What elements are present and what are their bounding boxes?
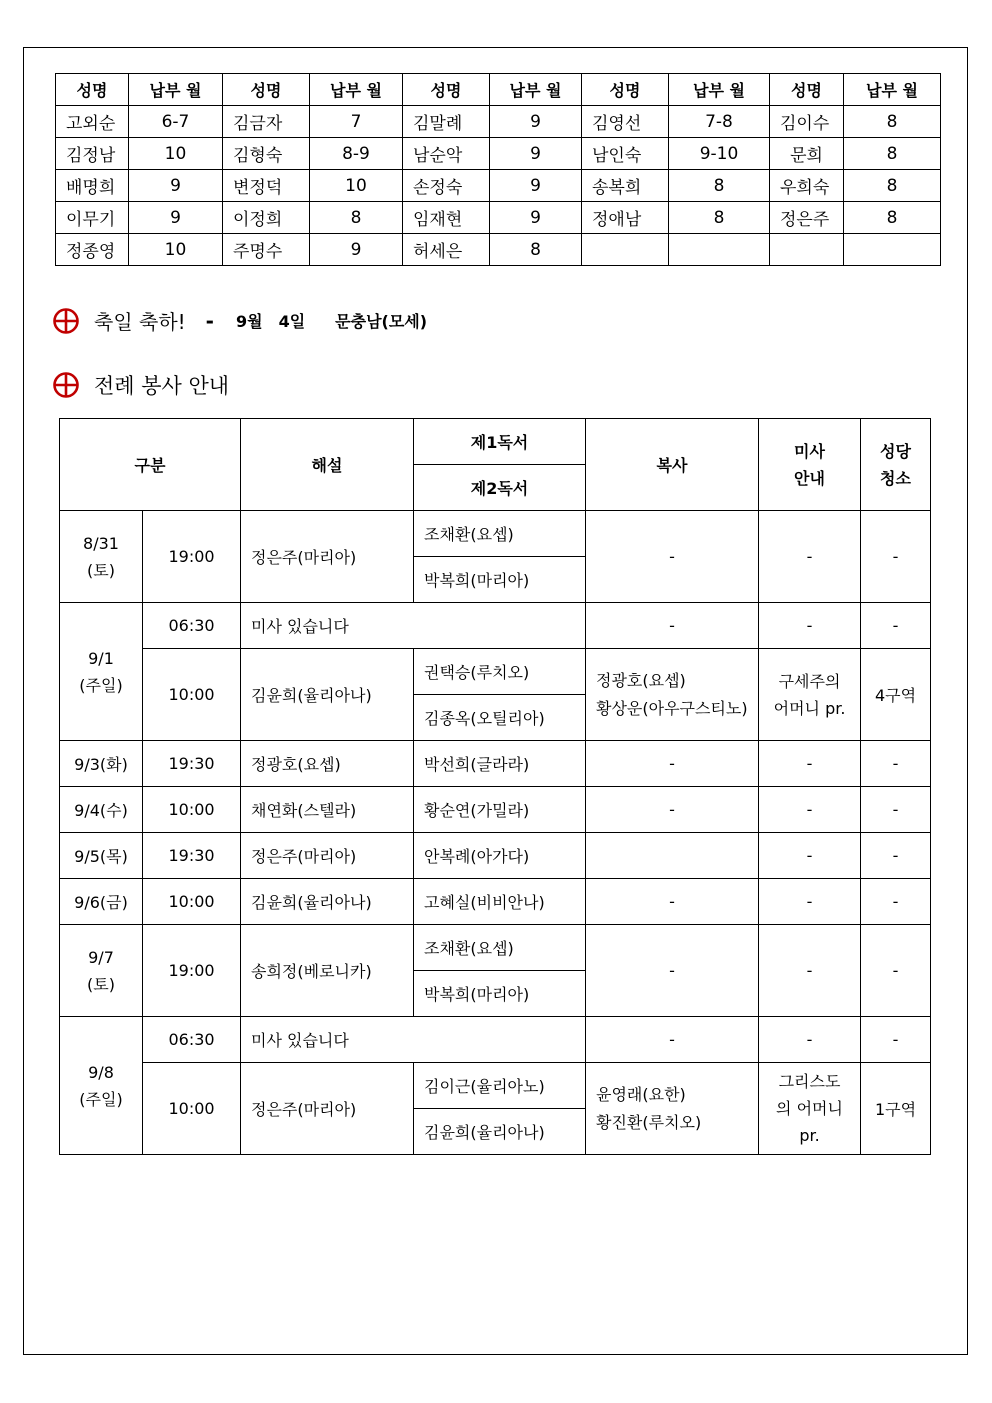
- service-header-row: [60, 419, 931, 465]
- guide-cell: -: [759, 603, 861, 649]
- table-row: [60, 649, 931, 695]
- payment-month: 8: [669, 202, 770, 234]
- reader1-cell: 조채환(요셉): [414, 925, 586, 971]
- member-name: 주명수: [223, 234, 310, 266]
- commentary-cell: 김윤희(율리아나): [241, 649, 414, 741]
- member-name: 고외순: [56, 106, 129, 138]
- member-name: 남인숙: [582, 138, 669, 170]
- member-name: 정은주: [770, 202, 844, 234]
- col-header-name: 성명: [403, 74, 490, 106]
- feast-heading: [52, 306, 427, 335]
- col-header-name: 성명: [223, 74, 310, 106]
- col-header-mass-guide: [759, 419, 861, 511]
- guide-cell: [759, 649, 861, 741]
- cleaning-line2: 청소: [880, 468, 911, 488]
- reader2-cell: 박복희(마리아): [414, 557, 586, 603]
- time-cell: 10:00: [143, 649, 241, 741]
- cross-circle-icon: [52, 307, 80, 335]
- member-name: 손정숙: [403, 170, 490, 202]
- table-row: [60, 879, 931, 925]
- guide-cell: -: [759, 833, 861, 879]
- acolyte-cell: [586, 649, 759, 741]
- payment-month: 8: [844, 106, 941, 138]
- guide-line2: 어머니 pr.: [773, 698, 846, 718]
- acolyte-line2: 황진환(루치오): [596, 1112, 702, 1132]
- col-header-name: 성명: [56, 74, 129, 106]
- acolyte-cell: -: [586, 925, 759, 1017]
- commentary-cell: 정은주(마리아): [241, 511, 414, 603]
- date-cell: 9/5(목): [60, 833, 143, 879]
- service-table: [59, 418, 931, 1155]
- payment-month: 7-8: [669, 106, 770, 138]
- cleaning-cell: -: [861, 511, 931, 603]
- acolyte-cell: -: [586, 1017, 759, 1063]
- payment-month: [669, 234, 770, 266]
- col-header-month: 납부 월: [310, 74, 403, 106]
- acolyte-line2: 황상운(아우구스티노): [596, 698, 748, 718]
- payment-month: 9: [490, 202, 582, 234]
- payment-month: 9: [129, 170, 223, 202]
- table-row: [56, 106, 941, 138]
- reader2-cell: 박복희(마리아): [414, 971, 586, 1017]
- cleaning-cell: -: [861, 787, 931, 833]
- time-cell: 10:00: [143, 787, 241, 833]
- payment-month: 10: [129, 234, 223, 266]
- acolyte-line1: 정광호(요셉): [596, 670, 686, 690]
- payment-month: 10: [310, 170, 403, 202]
- member-name: [582, 234, 669, 266]
- commentary-cell: 김윤희(율리아나): [241, 879, 414, 925]
- payment-month: 8: [490, 234, 582, 266]
- feast-title: 축일 축하!: [94, 310, 186, 334]
- time-cell: 10:00: [143, 879, 241, 925]
- time-cell: 19:00: [143, 925, 241, 1017]
- reader2-cell: 김종옥(오틸리아): [414, 695, 586, 741]
- date-line1: 9/8: [88, 1062, 114, 1082]
- payment-month: [844, 234, 941, 266]
- col-header-category: 구분: [60, 419, 241, 511]
- guide-line1: 구세주의: [778, 671, 841, 691]
- payment-month: 9: [129, 202, 223, 234]
- guide-cell: -: [759, 511, 861, 603]
- time-cell: 19:30: [143, 741, 241, 787]
- cross-circle-icon: [52, 371, 80, 399]
- payment-month: 8: [310, 202, 403, 234]
- time-cell: 06:30: [143, 1017, 241, 1063]
- member-name: 정애남: [582, 202, 669, 234]
- date-cell: [60, 925, 143, 1017]
- col-header-month: 납부 월: [129, 74, 223, 106]
- reader1-cell: 조채환(요셉): [414, 511, 586, 557]
- date-line2: (토): [87, 560, 115, 580]
- date-cell: [60, 1017, 143, 1155]
- date-line1: 9/1: [88, 648, 114, 668]
- feast-day: 4일: [278, 312, 306, 331]
- cleaning-cell: 4구역: [861, 649, 931, 741]
- acolyte-cell: [586, 833, 759, 879]
- feast-dash: -: [205, 308, 214, 333]
- member-name: 김금자: [223, 106, 310, 138]
- member-name: 임재현: [403, 202, 490, 234]
- guide-cell: -: [759, 787, 861, 833]
- time-cell: 10:00: [143, 1063, 241, 1155]
- mass-guide-line2: 안내: [794, 468, 825, 488]
- commentary-cell: 정은주(마리아): [241, 833, 414, 879]
- date-cell: 9/4(수): [60, 787, 143, 833]
- member-name: 이무기: [56, 202, 129, 234]
- table-row: [60, 925, 931, 971]
- commentary-cell: 정은주(마리아): [241, 1063, 414, 1155]
- member-name: 이정희: [223, 202, 310, 234]
- member-name: 허세은: [403, 234, 490, 266]
- payment-month: 9: [490, 106, 582, 138]
- member-name: 정종영: [56, 234, 129, 266]
- col-header-month: 납부 월: [490, 74, 582, 106]
- member-name: [770, 234, 844, 266]
- acolyte-cell: -: [586, 511, 759, 603]
- cleaning-cell: -: [861, 741, 931, 787]
- payment-month: 8-9: [310, 138, 403, 170]
- commentary-cell: 채연화(스텔라): [241, 787, 414, 833]
- payment-month: 8: [669, 170, 770, 202]
- payment-month: 9-10: [669, 138, 770, 170]
- payment-month: 9: [490, 170, 582, 202]
- cleaning-cell: -: [861, 603, 931, 649]
- guide-cell: [759, 1063, 861, 1155]
- cleaning-cell: -: [861, 925, 931, 1017]
- service-heading: [52, 370, 229, 400]
- col-header-month: 납부 월: [844, 74, 941, 106]
- acolyte-cell: [586, 1063, 759, 1155]
- service-title: 전례 봉사 안내: [94, 374, 230, 398]
- member-name: 우희숙: [770, 170, 844, 202]
- payment-month: 7: [310, 106, 403, 138]
- member-name: 김정남: [56, 138, 129, 170]
- acolyte-line1: 윤영래(요한): [596, 1084, 686, 1104]
- acolyte-cell: -: [586, 603, 759, 649]
- reader-cell: 고혜실(비비안나): [414, 879, 586, 925]
- date-line2: (주일): [79, 1089, 123, 1109]
- cleaning-cell: -: [861, 1017, 931, 1063]
- member-name: 김이수: [770, 106, 844, 138]
- guide-line2: 의 어머니: [776, 1099, 843, 1118]
- table-row: [60, 1017, 931, 1063]
- col-header-cleaning: [861, 419, 931, 511]
- member-name: 송복희: [582, 170, 669, 202]
- cleaning-cell: -: [861, 879, 931, 925]
- dues-header-row: [56, 74, 941, 106]
- table-row: [60, 741, 931, 787]
- cleaning-cell: 1구역: [861, 1063, 931, 1155]
- date-cell: [60, 603, 143, 741]
- reader2-cell: 김윤희(율리아나): [414, 1109, 586, 1155]
- reader1-cell: 권택승(루치오): [414, 649, 586, 695]
- table-row: [56, 170, 941, 202]
- date-cell: 9/3(화): [60, 741, 143, 787]
- guide-cell: -: [759, 1017, 861, 1063]
- member-name: 남순악: [403, 138, 490, 170]
- feast-month: 9월: [235, 312, 263, 331]
- date-line1: 8/31: [83, 533, 119, 553]
- acolyte-cell: -: [586, 787, 759, 833]
- feast-person: 문충남(모세): [335, 312, 428, 331]
- reader-cell: 박선희(글라라): [414, 741, 586, 787]
- reader-cell: 황순연(가밀라): [414, 787, 586, 833]
- payment-month: 6-7: [129, 106, 223, 138]
- table-row: [60, 511, 931, 557]
- member-name: 김형숙: [223, 138, 310, 170]
- col-header-acolyte: 복사: [586, 419, 759, 511]
- date-line2: (토): [87, 974, 115, 994]
- acolyte-cell: -: [586, 741, 759, 787]
- member-name: 문희: [770, 138, 844, 170]
- table-row: [60, 787, 931, 833]
- col-header-commentary: 해설: [241, 419, 414, 511]
- payment-month: 10: [129, 138, 223, 170]
- col-header-reader1: 제1독서: [414, 419, 586, 465]
- time-cell: 19:30: [143, 833, 241, 879]
- commentary-cell: 정광호(요셉): [241, 741, 414, 787]
- cleaning-cell: -: [861, 833, 931, 879]
- payment-month: 8: [844, 138, 941, 170]
- member-name: 김말례: [403, 106, 490, 138]
- member-name: 배명희: [56, 170, 129, 202]
- dues-table: [55, 73, 941, 266]
- table-row: [60, 1063, 931, 1109]
- date-cell: [60, 511, 143, 603]
- guide-line1: 그리스도: [778, 1072, 841, 1091]
- guide-cell: -: [759, 879, 861, 925]
- payment-month: 8: [844, 202, 941, 234]
- col-header-reader2: 제2독서: [414, 465, 586, 511]
- table-row: [60, 603, 931, 649]
- acolyte-cell: -: [586, 879, 759, 925]
- col-header-month: 납부 월: [669, 74, 770, 106]
- col-header-name: 성명: [770, 74, 844, 106]
- reader1-cell: 김이근(율리아노): [414, 1063, 586, 1109]
- guide-cell: -: [759, 925, 861, 1017]
- member-name: 변정덕: [223, 170, 310, 202]
- payment-month: 9: [310, 234, 403, 266]
- member-name: 김영선: [582, 106, 669, 138]
- date-line2: (주일): [79, 675, 123, 695]
- commentary-cell: 송희정(베로니카): [241, 925, 414, 1017]
- col-header-name: 성명: [582, 74, 669, 106]
- date-cell: 9/6(금): [60, 879, 143, 925]
- mass-note-cell: 미사 있습니다: [241, 1017, 586, 1063]
- table-row: [56, 202, 941, 234]
- time-cell: 06:30: [143, 603, 241, 649]
- time-cell: 19:00: [143, 511, 241, 603]
- payment-month: 8: [844, 170, 941, 202]
- payment-month: 9: [490, 138, 582, 170]
- table-row: [56, 138, 941, 170]
- mass-guide-line1: 미사: [794, 441, 825, 461]
- table-row: [60, 833, 931, 879]
- mass-note-cell: 미사 있습니다: [241, 603, 586, 649]
- cleaning-line1: 성당: [880, 441, 911, 461]
- guide-cell: -: [759, 741, 861, 787]
- reader-cell: 안복례(아가다): [414, 833, 586, 879]
- table-row: [56, 234, 941, 266]
- guide-line3: pr.: [799, 1126, 820, 1145]
- date-line1: 9/7: [88, 947, 114, 967]
